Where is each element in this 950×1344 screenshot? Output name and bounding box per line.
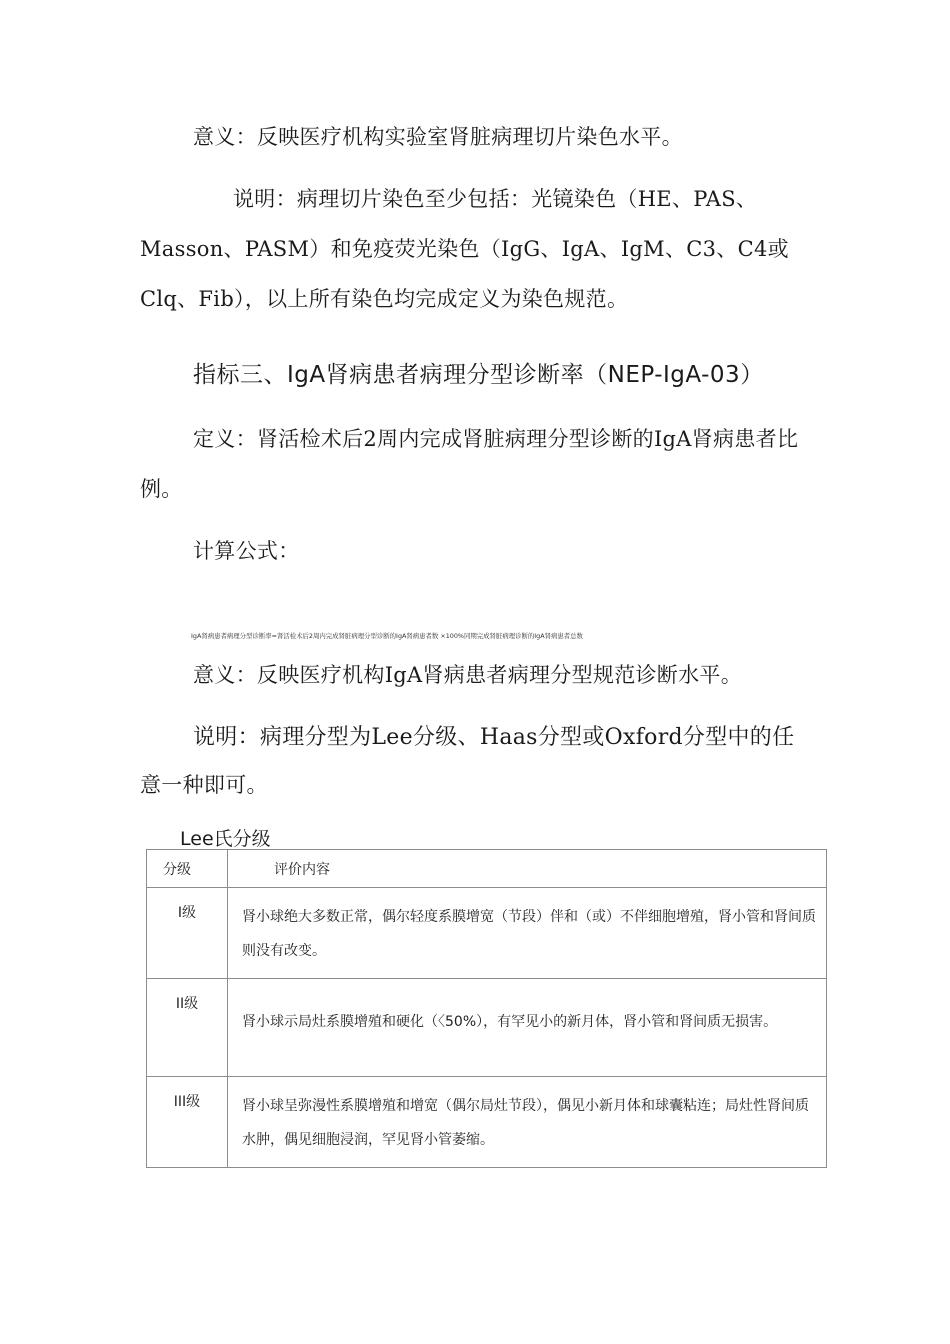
table-header-row: [147, 850, 827, 888]
grade-cell: I级: [147, 888, 228, 979]
formula-label: 计算公式：: [193, 539, 300, 563]
table-caption: Lee氏分级: [180, 828, 271, 850]
table-row: [147, 1077, 827, 1168]
table-row: [147, 979, 827, 1077]
staining-note-line-3: Clq、Fib），以上所有染色均完成定义为染色规范。: [140, 287, 629, 311]
definition-line-2: 例。: [140, 477, 183, 501]
definition-line-1: 定义：肾活检术后2周内完成肾脏病理分型诊断的IgA肾病患者比: [193, 427, 799, 451]
content-cell: 肾小球呈弥漫性系膜增殖和增宽（偶尔局灶节段），偶见小新月体和球囊粘连；局灶性肾间质水肿，偶见细胞浸润，罕见肾小管萎缩。: [228, 1077, 827, 1168]
significance-paragraph-staining: 意义：反映医疗机构实验室肾脏病理切片染色水平。: [193, 125, 683, 149]
header-content: 评价内容: [228, 850, 827, 888]
significance-paragraph-iga: 意义：反映医疗机构IgA肾病患者病理分型规范诊断水平。: [193, 663, 743, 687]
classification-note-line-2: 意一种即可。: [140, 773, 268, 797]
content-cell: 肾小球绝大多数正常，偶尔轻度系膜增宽（节段）伴和（或）不伴细胞增殖，肾小管和肾间质则没有改变。: [228, 888, 827, 979]
staining-note-line-2: Masson、PASM）和免疫荧光染色（IgG、IgA、IgM、C3、C4或: [140, 237, 789, 261]
classification-note-line-1: 说明：病理分型为Lee分级、Haas分型或Oxford分型中的任: [193, 725, 795, 750]
content-cell: 肾小球示局灶系膜增殖和硬化（〈50%），有罕见小的新月体，肾小管和肾间质无损害。: [228, 979, 827, 1077]
formula-text: IgA肾病患者病理分型诊断率=肾活检术后2周内完成肾脏病理分型诊断的IgA肾病患者数 ×100%同期完成肾脏病理诊断的IgA肾病患者总数: [191, 632, 583, 640]
grade-cell: II级: [147, 979, 228, 1077]
grade-cell: III级: [147, 1077, 228, 1168]
table-row: [147, 888, 827, 979]
indicator-heading: 指标三、IgA肾病患者病理分型诊断率（NEP-IgA-03）: [193, 362, 764, 388]
lee-grading-table: [146, 849, 827, 1168]
header-grade: 分级: [147, 850, 228, 888]
staining-note-line-1: 说明：病理切片染色至少包括：光镜染色（HE、PAS、: [233, 187, 758, 211]
